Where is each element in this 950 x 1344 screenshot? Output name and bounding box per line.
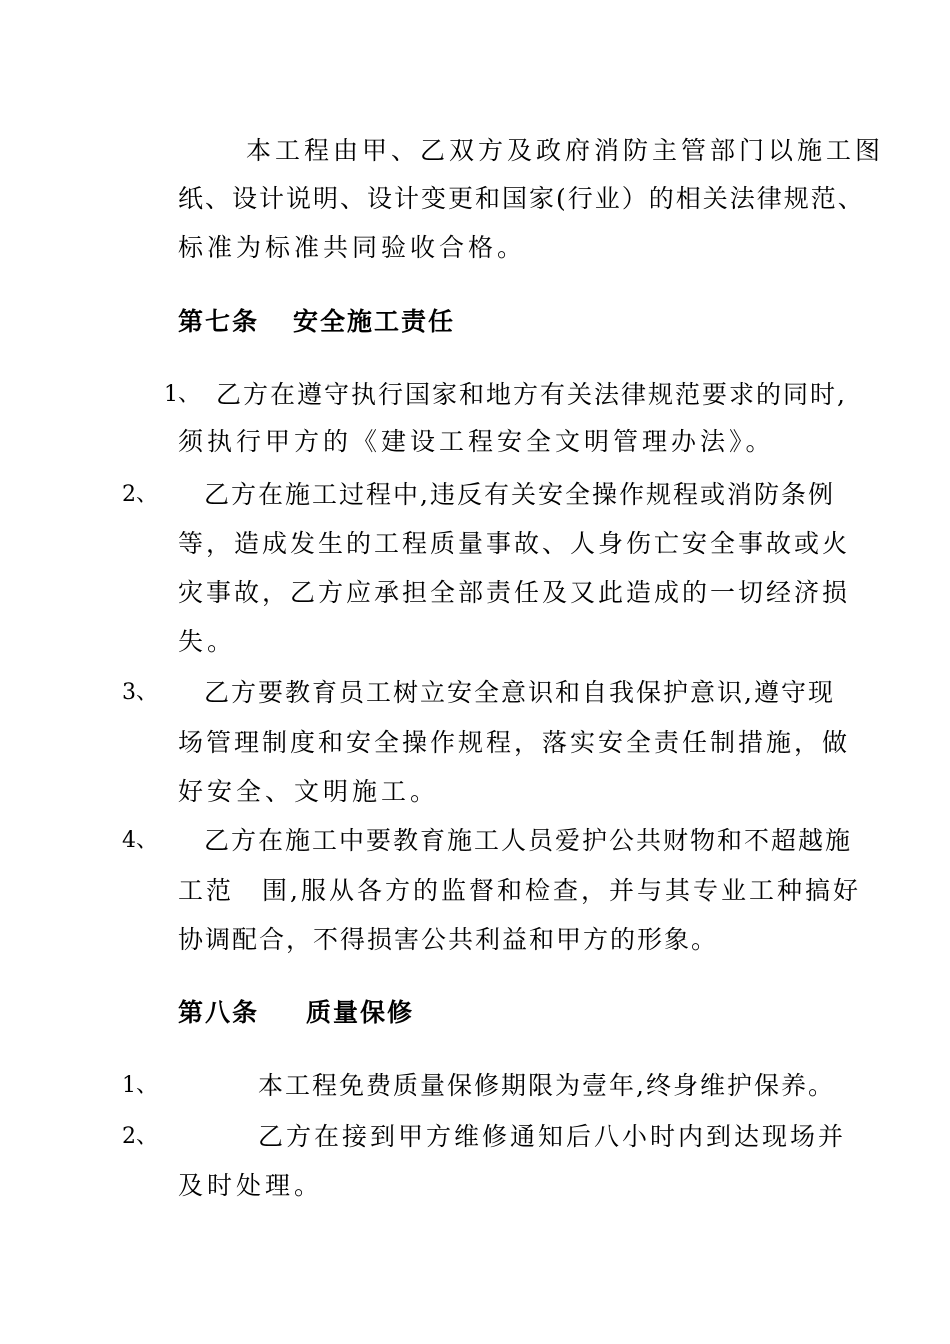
intro-line-2: 纸、设计说明、设计变更和国家(行业）的相关法律规范、 — [178, 184, 865, 213]
a7-item-3-line-2: 场管理制度和安全操作规程，落实安全责任制措施，做 — [178, 728, 851, 757]
a7-item-4-line-3: 协调配合，不得损害公共利益和甲方的形象。 — [178, 925, 719, 954]
a7-item-2-line-1: 乙方在施工过程中,违反有关安全操作规程或消防条例 — [204, 480, 835, 509]
a7-item-2-line-4: 失。 — [178, 627, 237, 656]
article-7-title: 安全施工责任 — [293, 307, 456, 336]
a8-item-2-line-2: 及时处理。 — [178, 1171, 324, 1200]
intro-line-1: 本工程由甲、乙双方及政府消防主管部门以施工图 — [246, 136, 885, 165]
a7-item-2-number: 2、 — [122, 482, 158, 507]
article-7-number: 第七条 — [178, 307, 260, 336]
a7-item-2-line-2: 等，造成发生的工程质量事故、人身伤亡安全事故或火 — [178, 529, 851, 558]
a8-item-1-line-1: 本工程免费质量保修期限为壹年,终身维护保养。 — [258, 1071, 835, 1100]
article-8-number: 第八条 — [178, 998, 260, 1027]
a7-item-3-line-3: 好安全、文明施工。 — [178, 777, 440, 806]
a8-item-1-number: 1、 — [122, 1073, 158, 1098]
a7-item-4-line-2: 工范 围,服从各方的监督和检查，并与其专业工种搞好 — [178, 876, 861, 905]
a8-item-2-line-1: 乙方在接到甲方维修通知后八小时内到达现场并 — [258, 1122, 847, 1151]
a7-item-1-number: 1、 — [164, 382, 200, 407]
a7-item-4-line-1: 乙方在施工中要教育施工人员爱护公共财物和不超越施 — [204, 826, 853, 855]
a7-item-3-line-1: 乙方要教育员工树立安全意识和自我保护意识,遵守现 — [204, 678, 835, 707]
a7-item-1-line-2: 须执行甲方的《建设工程安全文明管理办法》。 — [178, 427, 775, 456]
article-8-title: 质量保修 — [306, 998, 415, 1027]
a7-item-3-number: 3、 — [122, 680, 158, 705]
intro-line-3: 标准为标准共同验收合格。 — [178, 233, 527, 262]
a8-item-2-number: 2、 — [122, 1124, 158, 1149]
a7-item-4-number: 4、 — [122, 828, 158, 853]
a7-item-1-line-1: 乙方在遵守执行国家和地方有关法律规范要求的同时, — [216, 380, 847, 409]
a7-item-2-line-3: 灾事故，乙方应承担全部责任及又此造成的一切经济损 — [178, 578, 851, 607]
